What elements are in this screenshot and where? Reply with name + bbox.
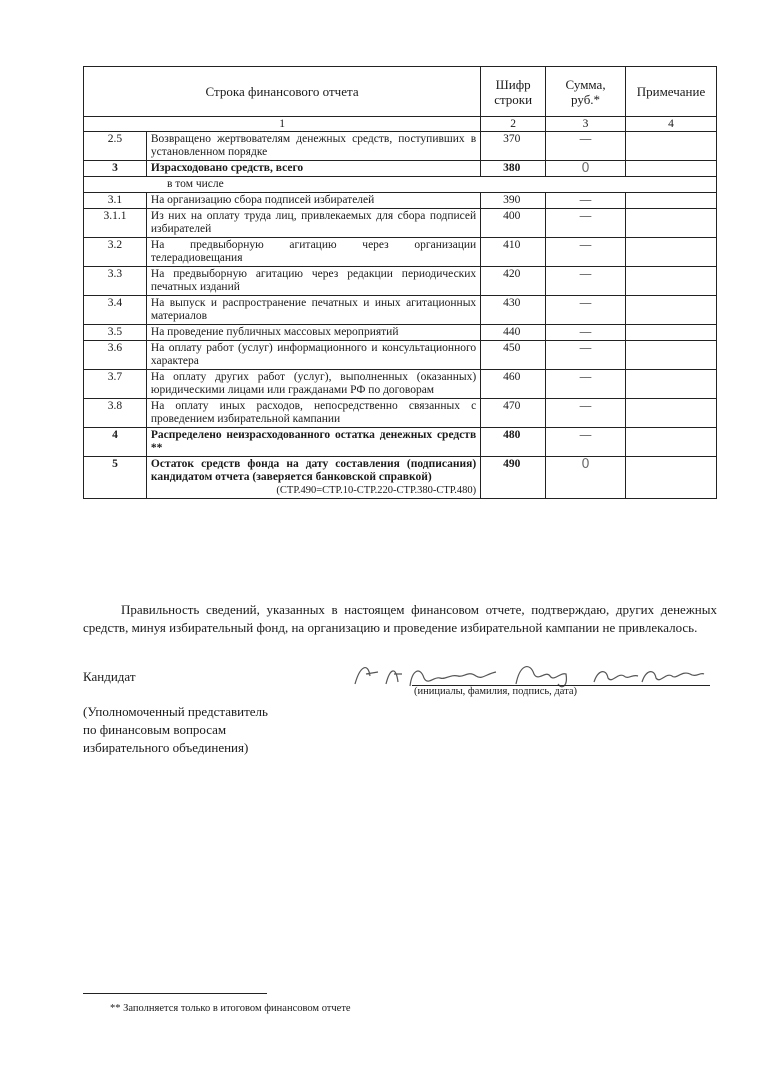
row-code: 410 xyxy=(481,238,546,267)
row-number: 3.8 xyxy=(84,399,147,428)
row-note xyxy=(626,209,717,238)
index-cell: 2 xyxy=(481,117,546,132)
row-description xyxy=(146,296,480,325)
table-row xyxy=(84,370,717,399)
row-description-text: На предвыборную агитацию через редакции периодических печатных изданий xyxy=(150,268,477,293)
table-row xyxy=(84,238,717,267)
row-number: 3.2 xyxy=(84,238,147,267)
index-cell: 1 xyxy=(84,117,481,132)
confirmation-statement: Правильность сведений, указанных в настоящем финансовом отчете, подтверждаю, других денежных средств, минуя избирательный фонд, на организацию и проведение избирательной кампании не привлекалось. xyxy=(83,602,717,635)
row-sum: — xyxy=(546,193,626,209)
row-note xyxy=(626,325,717,341)
row-code: 460 xyxy=(481,370,546,399)
row-description xyxy=(146,238,480,267)
row-note xyxy=(626,370,717,399)
table-row xyxy=(84,296,717,325)
row-description xyxy=(146,428,480,457)
row-description xyxy=(146,370,480,399)
row-description xyxy=(146,193,480,209)
row-note xyxy=(626,428,717,457)
row-description xyxy=(146,325,480,341)
row-code: 440 xyxy=(481,325,546,341)
header-sum: Сумма, руб.* xyxy=(546,67,626,117)
row-sum: — xyxy=(546,296,626,325)
row-description-text: Возвращено жертвователям денежных средств, поступивших в установленном порядке xyxy=(150,133,477,158)
row-code: 450 xyxy=(481,341,546,370)
row-note xyxy=(626,267,717,296)
row-description-text: Израсходовано средств, всего xyxy=(150,162,304,174)
row-description xyxy=(146,161,480,177)
row-description-text: На оплату других работ (услуг), выполненных (оказанных) юридическими лицами или гражданами РФ по договорам xyxy=(150,371,477,396)
row-sum: — xyxy=(546,132,626,161)
index-cell: 3 xyxy=(546,117,626,132)
row-number: 3.6 xyxy=(84,341,147,370)
row-note xyxy=(626,457,717,499)
candidate-label: Кандидат xyxy=(83,669,136,684)
row-number: 5 xyxy=(84,457,147,499)
row-sum: — xyxy=(546,370,626,399)
representative-label xyxy=(83,703,268,757)
row-code: 480 xyxy=(481,428,546,457)
row-note xyxy=(626,399,717,428)
table-body xyxy=(84,117,717,499)
table-row xyxy=(84,428,717,457)
row-note xyxy=(626,238,717,267)
row-description-text: На выпуск и распространение печатных и иных агитационных материалов xyxy=(150,297,477,322)
signature-hint: (инициалы, фамилия, подпись, дата) xyxy=(414,686,578,697)
index-row xyxy=(84,117,717,132)
financial-report-table xyxy=(83,66,717,499)
row-description-text: На оплату иных расходов, непосредственно связанных с проведением избирательной кампании xyxy=(150,400,477,425)
row-description-text: На предвыборную агитацию через организации телерадиовещания xyxy=(150,239,477,264)
row-description xyxy=(146,457,480,499)
representative-line: по финансовым вопросам xyxy=(83,722,227,737)
row-sum: — xyxy=(546,325,626,341)
header-note: Примечание xyxy=(626,67,717,117)
header-code: Шифр строки xyxy=(481,67,546,117)
table-row xyxy=(84,399,717,428)
row-sum: — xyxy=(546,209,626,238)
row-sum: — xyxy=(546,238,626,267)
row-number: 4 xyxy=(84,428,147,457)
footnote-divider xyxy=(83,993,267,994)
row-sum: — xyxy=(546,428,626,457)
table-row xyxy=(84,267,717,296)
row-description-text: На проведение публичных массовых мероприятий xyxy=(150,326,399,338)
table-row xyxy=(84,161,717,177)
row-note xyxy=(626,341,717,370)
row-description-text: На организацию сбора подписей избирателей xyxy=(150,194,375,206)
row-number: 3.5 xyxy=(84,325,147,341)
row-sum: 0 xyxy=(546,161,626,177)
row-note xyxy=(626,161,717,177)
table-row xyxy=(84,209,717,238)
in-chisle-label: в том числе xyxy=(84,177,717,193)
row-description-text: Из них на оплату труда лиц, привлекаемых для сбора подписей избирателей xyxy=(150,210,477,235)
table-row xyxy=(84,457,717,499)
row-description-text: На оплату работ (услуг) информационного и консультационного характера xyxy=(150,342,477,367)
table-row xyxy=(84,341,717,370)
row-code: 420 xyxy=(481,267,546,296)
row-code: 490 xyxy=(481,457,546,499)
table-row xyxy=(84,193,717,209)
row-description xyxy=(146,341,480,370)
row-description-text: Остаток средств фонда на дату составления (подписания) кандидатом отчета (заверяется банковской справкой) xyxy=(150,458,477,483)
row-code: 370 xyxy=(481,132,546,161)
row-note xyxy=(626,132,717,161)
row-description xyxy=(146,209,480,238)
representative-line: (Уполномоченный представитель xyxy=(83,704,268,719)
row-description xyxy=(146,399,480,428)
row-note xyxy=(626,193,717,209)
footnote: ** Заполняется только в итоговом финансовом отчете xyxy=(110,1003,351,1014)
row-code: 430 xyxy=(481,296,546,325)
row-number: 3.4 xyxy=(84,296,147,325)
row-sum: — xyxy=(546,267,626,296)
row-sum: 0 xyxy=(546,457,626,499)
row-code: 400 xyxy=(481,209,546,238)
index-cell: 4 xyxy=(626,117,717,132)
table-row xyxy=(84,177,717,193)
table-row xyxy=(84,325,717,341)
row-code: 390 xyxy=(481,193,546,209)
row-number: 3.7 xyxy=(84,370,147,399)
row-code: 470 xyxy=(481,399,546,428)
row-number: 3.1 xyxy=(84,193,147,209)
row-sum: — xyxy=(546,399,626,428)
row-description-text: Распределено неизрасходованного остатка денежных средств ** xyxy=(150,429,477,454)
header-line: Строка финансового отчета xyxy=(84,67,481,117)
row-description xyxy=(146,267,480,296)
representative-line: избирательного объединения) xyxy=(83,740,249,755)
row-note xyxy=(626,296,717,325)
row-description xyxy=(146,132,480,161)
row-code: 380 xyxy=(481,161,546,177)
row-sum: — xyxy=(546,341,626,370)
table-row xyxy=(84,132,717,161)
row-formula: (СТР.490=СТР.10-СТР.220-СТР.380-СТР.480) xyxy=(276,485,477,496)
row-number: 3 xyxy=(84,161,147,177)
row-number: 3.3 xyxy=(84,267,147,296)
row-number: 3.1.1 xyxy=(84,209,147,238)
row-number: 2.5 xyxy=(84,132,147,161)
